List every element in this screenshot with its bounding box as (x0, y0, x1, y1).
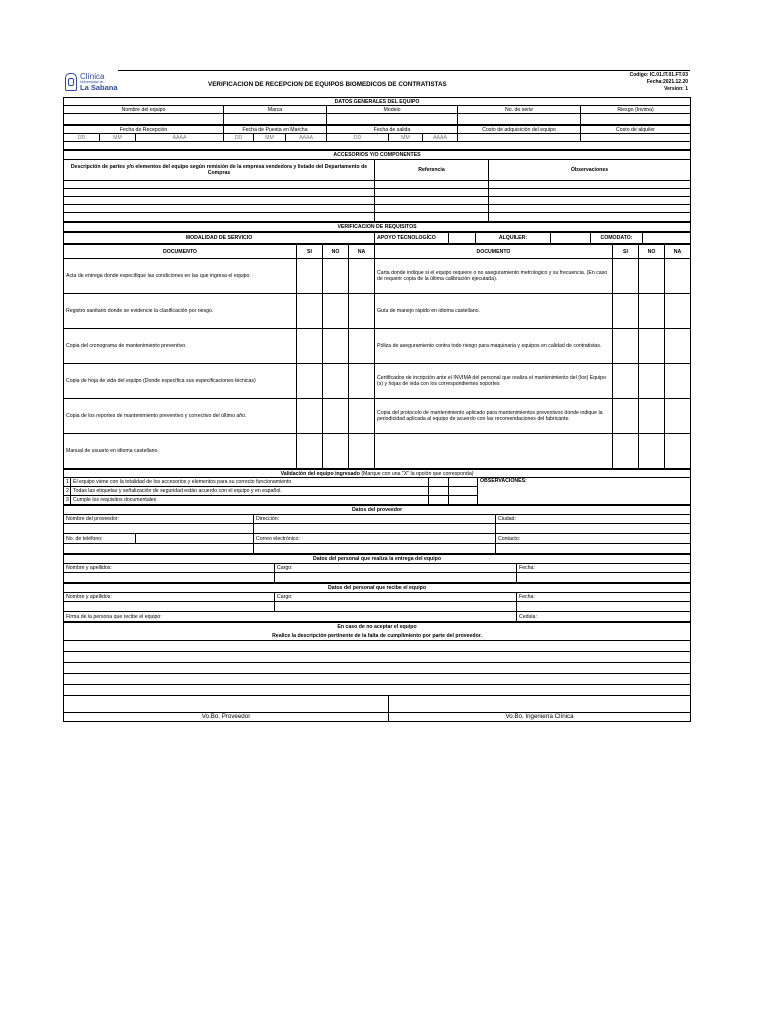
requisito-si-checkbox[interactable] (297, 399, 323, 434)
field-nombre-equipo[interactable] (64, 114, 224, 125)
label-costo-alquiler: Costo de alquiler (581, 126, 691, 134)
requisito-no-checkbox[interactable] (323, 399, 349, 434)
accesorio-obs-cell[interactable] (489, 213, 691, 222)
label-si-right: SI (613, 245, 639, 259)
general-table (63, 97, 691, 125)
label-na-right: NA (665, 245, 691, 259)
accesorio-ref-cell[interactable] (375, 205, 489, 213)
validacion-item-number: 2 (64, 487, 71, 496)
doc-version: Version: 1 (664, 86, 688, 92)
blank-cell[interactable] (64, 573, 275, 583)
field-nombre-proveedor[interactable]: Nombre del proveedor: (64, 515, 254, 524)
validacion-item-text: El equipo viene con la totalidad de los accesorios y elementos para su correcto funcionamiento (71, 478, 429, 487)
requisito-doc-right: Guía de manejo rápido en idioma castellano. (375, 294, 613, 329)
firma-ingenieria-box[interactable] (389, 696, 691, 713)
requisito-doc-left: Acta de entrega donde especifique las condiciones en las que ingresa el equipo. (64, 259, 297, 294)
label-alquiler: ALQUILER: (476, 233, 551, 244)
requisito-doc-right (375, 434, 613, 469)
field-cedula[interactable]: Cedula: (517, 612, 691, 622)
requisito-doc-left: Copia de los reportes de mantenimiento preventivo y correctivo del último año. (64, 399, 297, 434)
field-entrega-fecha[interactable]: Fecha: (517, 564, 691, 573)
label-marca: Marca (224, 106, 327, 114)
requisito-doc-right: Copia del protocolo de mantenimiento aplicado para mantenimientos preventivos donde indique la periodicidad aplicada al equipo de acuerdo con las recomendaciones del fabricante. (375, 399, 613, 434)
validacion-mark-cell[interactable] (429, 487, 449, 496)
requisito-na-checkbox[interactable] (349, 434, 375, 469)
field-costo-adquisicion[interactable] (458, 134, 581, 142)
label-no-left: NO (323, 245, 349, 259)
accesorio-ref-cell[interactable] (375, 181, 489, 189)
field-marca[interactable] (224, 114, 327, 125)
form-sheet (63, 70, 690, 722)
label-fecha-puesta: Fecha de Puesta en Marcha (224, 126, 327, 134)
requisito-si-checkbox[interactable] (297, 294, 323, 329)
requisito-na-checkbox[interactable] (665, 364, 691, 399)
form-title: VERIFICACION DE RECEPCION DE EQUIPOS BIOMEDICOS DE CONTRATISTAS (208, 81, 447, 88)
field-recibe-fecha[interactable]: Fecha: (517, 593, 691, 602)
requisito-si-checkbox[interactable] (297, 329, 323, 364)
vobo-proveedor-label: Vo.Bo. Proveedor (64, 713, 389, 722)
section-proveedor: Datos del proveedor (64, 506, 691, 515)
modalidad-table (63, 232, 691, 244)
no-acepta-instruction: Realice la descripción pertinente de la falta de cumplimiento por parte del proveedor. (64, 632, 691, 641)
doc-date: Fecha:2021.12.20 (646, 79, 688, 85)
field-direccion[interactable]: Dirección: (254, 515, 496, 524)
requisito-no-checkbox[interactable] (639, 294, 665, 329)
salida-mm[interactable]: MM (389, 134, 423, 142)
accesorio-ref-cell[interactable] (375, 189, 489, 197)
validacion-title-bold: Validación del equipo ingresado (280, 470, 360, 477)
recepcion-dd[interactable]: DD (64, 134, 100, 142)
field-riesgo[interactable] (581, 114, 691, 125)
label-modalidad: MODALIDAD DE SERVICIO (64, 233, 375, 244)
clinic-logo (65, 73, 118, 91)
requisito-doc-right: Carta donde indique si el equipo requiere o no aseguramiento metrologico y su frecuencia. (En caso de requerir copia de la última calibración ejecutada). (375, 259, 613, 294)
blank-cell[interactable] (496, 544, 691, 554)
doc-code: Codigo: IC.01.IT.01.FT.03 (629, 72, 688, 78)
label-referencia: Referencia (375, 160, 489, 181)
blank-cell[interactable] (254, 544, 496, 554)
label-costo-adquisicion: Costo de adquisición del equipo (458, 126, 581, 134)
label-fecha-recepcion: Fecha de Recepción (64, 126, 224, 134)
documentos-table (63, 244, 691, 469)
requisito-no-checkbox[interactable] (323, 329, 349, 364)
label-documento-left: DOCUMENTO (64, 245, 297, 259)
validacion-mark-cell[interactable] (449, 478, 478, 487)
recibe-table (63, 583, 691, 622)
accesorio-desc-cell[interactable] (64, 181, 375, 189)
requisito-doc-left: Copia de hoja de vida del equipo (Donde especifica sus especificaciones técnicas) (64, 364, 297, 399)
field-firma-recibe[interactable]: Firma de la persona que recibe el equipo: (64, 612, 517, 622)
descripcion-line[interactable] (64, 641, 691, 652)
section-entrega: Datos del personal que realiza la entrega del equipo (64, 555, 691, 564)
requisito-no-checkbox[interactable] (639, 329, 665, 364)
label-si-left: SI (297, 245, 323, 259)
logo-small: Universidad de (80, 80, 104, 84)
requisito-na-checkbox[interactable] (665, 399, 691, 434)
label-apoyo-tecnologico: APOYO TECNOLOGÍCO (375, 233, 449, 244)
puesta-aaaa[interactable]: AAAA (286, 134, 327, 142)
descripcion-line[interactable] (64, 685, 691, 696)
validacion-item-text: Cumple los requisitos documentales (71, 496, 429, 505)
requisito-si-checkbox[interactable] (613, 294, 639, 329)
requisito-si-checkbox[interactable] (297, 364, 323, 399)
requisito-doc-left: Manual de usuario en idioma castellano. (64, 434, 297, 469)
label-documento-right: DOCUMENTO (375, 245, 613, 259)
field-telefono-value[interactable] (136, 534, 254, 544)
validacion-mark-cell[interactable] (429, 478, 449, 487)
blank-cell[interactable] (275, 602, 517, 612)
label-na-left: NA (349, 245, 375, 259)
accesorio-desc-cell[interactable] (64, 205, 375, 213)
checkbox-alquiler[interactable] (551, 233, 591, 244)
field-serie[interactable] (458, 114, 581, 125)
field-entrega-cargo[interactable]: Cargo: (275, 564, 517, 573)
salida-dd[interactable]: DD (327, 134, 389, 142)
recepcion-mm[interactable]: MM (100, 134, 136, 142)
label-validacion-observaciones[interactable]: OBSERVACIONES: (478, 478, 691, 505)
salida-aaaa[interactable]: AAAA (423, 134, 458, 142)
label-fecha-salida: Fecha de salida (327, 126, 458, 134)
accesorio-ref-cell[interactable] (375, 213, 489, 222)
checkbox-comodato[interactable] (643, 233, 691, 244)
field-modelo[interactable] (327, 114, 458, 125)
firma-proveedor-box[interactable] (64, 696, 389, 713)
field-costo-alquiler[interactable] (581, 134, 691, 142)
section-recibe: Datos del personal que recibe el equipo (64, 584, 691, 593)
validacion-title-rest: (Marque con una "X" la opción que corresponda) (359, 470, 474, 477)
validacion-item-text: Todas las etiquetas y señalización de seguridad están acuerdo con el equipo y en español. (71, 487, 429, 496)
blank-cell[interactable] (64, 602, 275, 612)
requisito-si-checkbox[interactable] (613, 399, 639, 434)
no-acepta-title: En caso de no aceptar el equipo (64, 623, 691, 632)
requisito-no-checkbox[interactable] (639, 259, 665, 294)
checkbox-apoyo-tecnologico[interactable] (449, 233, 476, 244)
requisito-si-checkbox[interactable] (613, 434, 639, 469)
accesorio-desc-cell[interactable] (64, 197, 375, 205)
requisito-si-checkbox[interactable] (613, 364, 639, 399)
accesorio-desc-cell[interactable] (64, 213, 375, 222)
blank-cell[interactable] (64, 524, 254, 534)
puesta-mm[interactable]: MM (254, 134, 286, 142)
shield-logo-icon (65, 73, 77, 91)
requisito-na-checkbox[interactable] (665, 329, 691, 364)
accesorio-obs-cell[interactable] (489, 189, 691, 197)
descripcion-line[interactable] (64, 663, 691, 674)
label-descripcion-partes: Descripción de partes y/o elementos del equipo según remisión de la empresa vendedora y listado del Departamento de Compras (64, 160, 375, 181)
descripcion-line[interactable] (64, 674, 691, 685)
blank-cell[interactable] (517, 602, 691, 612)
blank-cell[interactable] (496, 524, 691, 534)
requisito-doc-right: Certificados de incripción ante el INVIMA del personal que realiza el mantenimiento del (los) Equipo (s) y hojas de vida con los correspondientes soportes (375, 364, 613, 399)
logo-line2: La Sabana (80, 83, 118, 92)
puesta-dd[interactable]: DD (224, 134, 254, 142)
validacion-table (63, 469, 691, 505)
accesorio-obs-cell[interactable] (489, 205, 691, 213)
validacion-mark-cell[interactable] (429, 496, 449, 505)
label-serie: No. de serie (458, 106, 581, 114)
field-ciudad[interactable]: Ciudad: (496, 515, 691, 524)
accesorio-desc-cell[interactable] (64, 189, 375, 197)
blank-cell[interactable] (275, 573, 517, 583)
requisito-na-checkbox[interactable] (349, 259, 375, 294)
requisito-na-checkbox[interactable] (665, 434, 691, 469)
document-codes (630, 72, 688, 93)
requisito-na-checkbox[interactable] (665, 294, 691, 329)
requisito-doc-left: Registro sanitario donde se evidencie la clasificación por riesgo. (64, 294, 297, 329)
proveedor-table (63, 505, 691, 554)
label-modelo: Modelo (327, 106, 458, 114)
label-comodato: COMODATO: (591, 233, 643, 244)
descripcion-line[interactable] (64, 652, 691, 663)
requisito-na-checkbox[interactable] (665, 259, 691, 294)
validacion-title (64, 470, 691, 478)
field-contacto[interactable]: Contacto: (496, 534, 691, 544)
dates-table (63, 125, 691, 150)
requisito-si-checkbox[interactable] (297, 259, 323, 294)
requisito-na-checkbox[interactable] (349, 399, 375, 434)
validacion-mark-cell[interactable] (449, 487, 478, 496)
requisitos-table (63, 222, 691, 232)
accesorio-ref-cell[interactable] (375, 197, 489, 205)
validacion-mark-cell[interactable] (449, 496, 478, 505)
label-riesgo: Riesgo (Invima) (581, 106, 691, 114)
requisito-doc-left: Copia del cronograma de mantenimiento preventivo. (64, 329, 297, 364)
requisito-si-checkbox[interactable] (613, 329, 639, 364)
requisito-no-checkbox[interactable] (639, 399, 665, 434)
requisito-no-checkbox[interactable] (639, 364, 665, 399)
blank-cell[interactable] (254, 524, 496, 534)
section-accesorios: ACCESORIOS Y/O COMPONENTES (64, 151, 691, 160)
vobo-ingenieria-label: Vo.Bo. Ingeniería Clínica (389, 713, 691, 722)
form-header (63, 70, 690, 97)
blank-cell[interactable] (517, 573, 691, 583)
requisito-no-checkbox[interactable] (323, 294, 349, 329)
requisito-si-checkbox[interactable] (613, 259, 639, 294)
no-acepta-table (63, 622, 691, 722)
accesorios-table (63, 150, 691, 222)
requisito-no-checkbox[interactable] (639, 434, 665, 469)
field-recibe-cargo[interactable]: Cargo: (275, 593, 517, 602)
section-requisitos: VERIFICACION DE REQUISITOS (64, 223, 691, 232)
requisito-na-checkbox[interactable] (349, 329, 375, 364)
field-entrega-nombre[interactable]: Nombre y apellidos: (64, 564, 275, 573)
validacion-item-number: 1 (64, 478, 71, 487)
requisito-na-checkbox[interactable] (349, 364, 375, 399)
field-correo[interactable]: Correo electrónico: (254, 534, 496, 544)
requisito-si-checkbox[interactable] (297, 434, 323, 469)
accesorio-obs-cell[interactable] (489, 197, 691, 205)
recepcion-aaaa[interactable]: AAAA (136, 134, 224, 142)
label-no-right: NO (639, 245, 665, 259)
requisito-no-checkbox[interactable] (323, 364, 349, 399)
requisito-na-checkbox[interactable] (349, 294, 375, 329)
field-recibe-nombre[interactable]: Nombre y apellidos: (64, 593, 275, 602)
accesorio-obs-cell[interactable] (489, 181, 691, 189)
validacion-item-number: 3 (64, 496, 71, 505)
section-general: DATOS GENERALES DEL EQUIPO (64, 98, 691, 106)
requisito-no-checkbox[interactable] (323, 259, 349, 294)
field-telefono: No. de teléfono: (64, 534, 136, 544)
label-observaciones: Observaciones (489, 160, 691, 181)
requisito-no-checkbox[interactable] (323, 434, 349, 469)
spacer-row (64, 142, 691, 150)
requisito-doc-right: Póliza de aseguramiento contra todo riesgo para maquinaria y equipos en calidad de contratistas. (375, 329, 613, 364)
label-nombre-equipo: Nombre del equipo (64, 106, 224, 114)
entrega-table (63, 554, 691, 583)
blank-cell[interactable] (64, 544, 254, 554)
logo-line1: Clínica (80, 72, 105, 81)
